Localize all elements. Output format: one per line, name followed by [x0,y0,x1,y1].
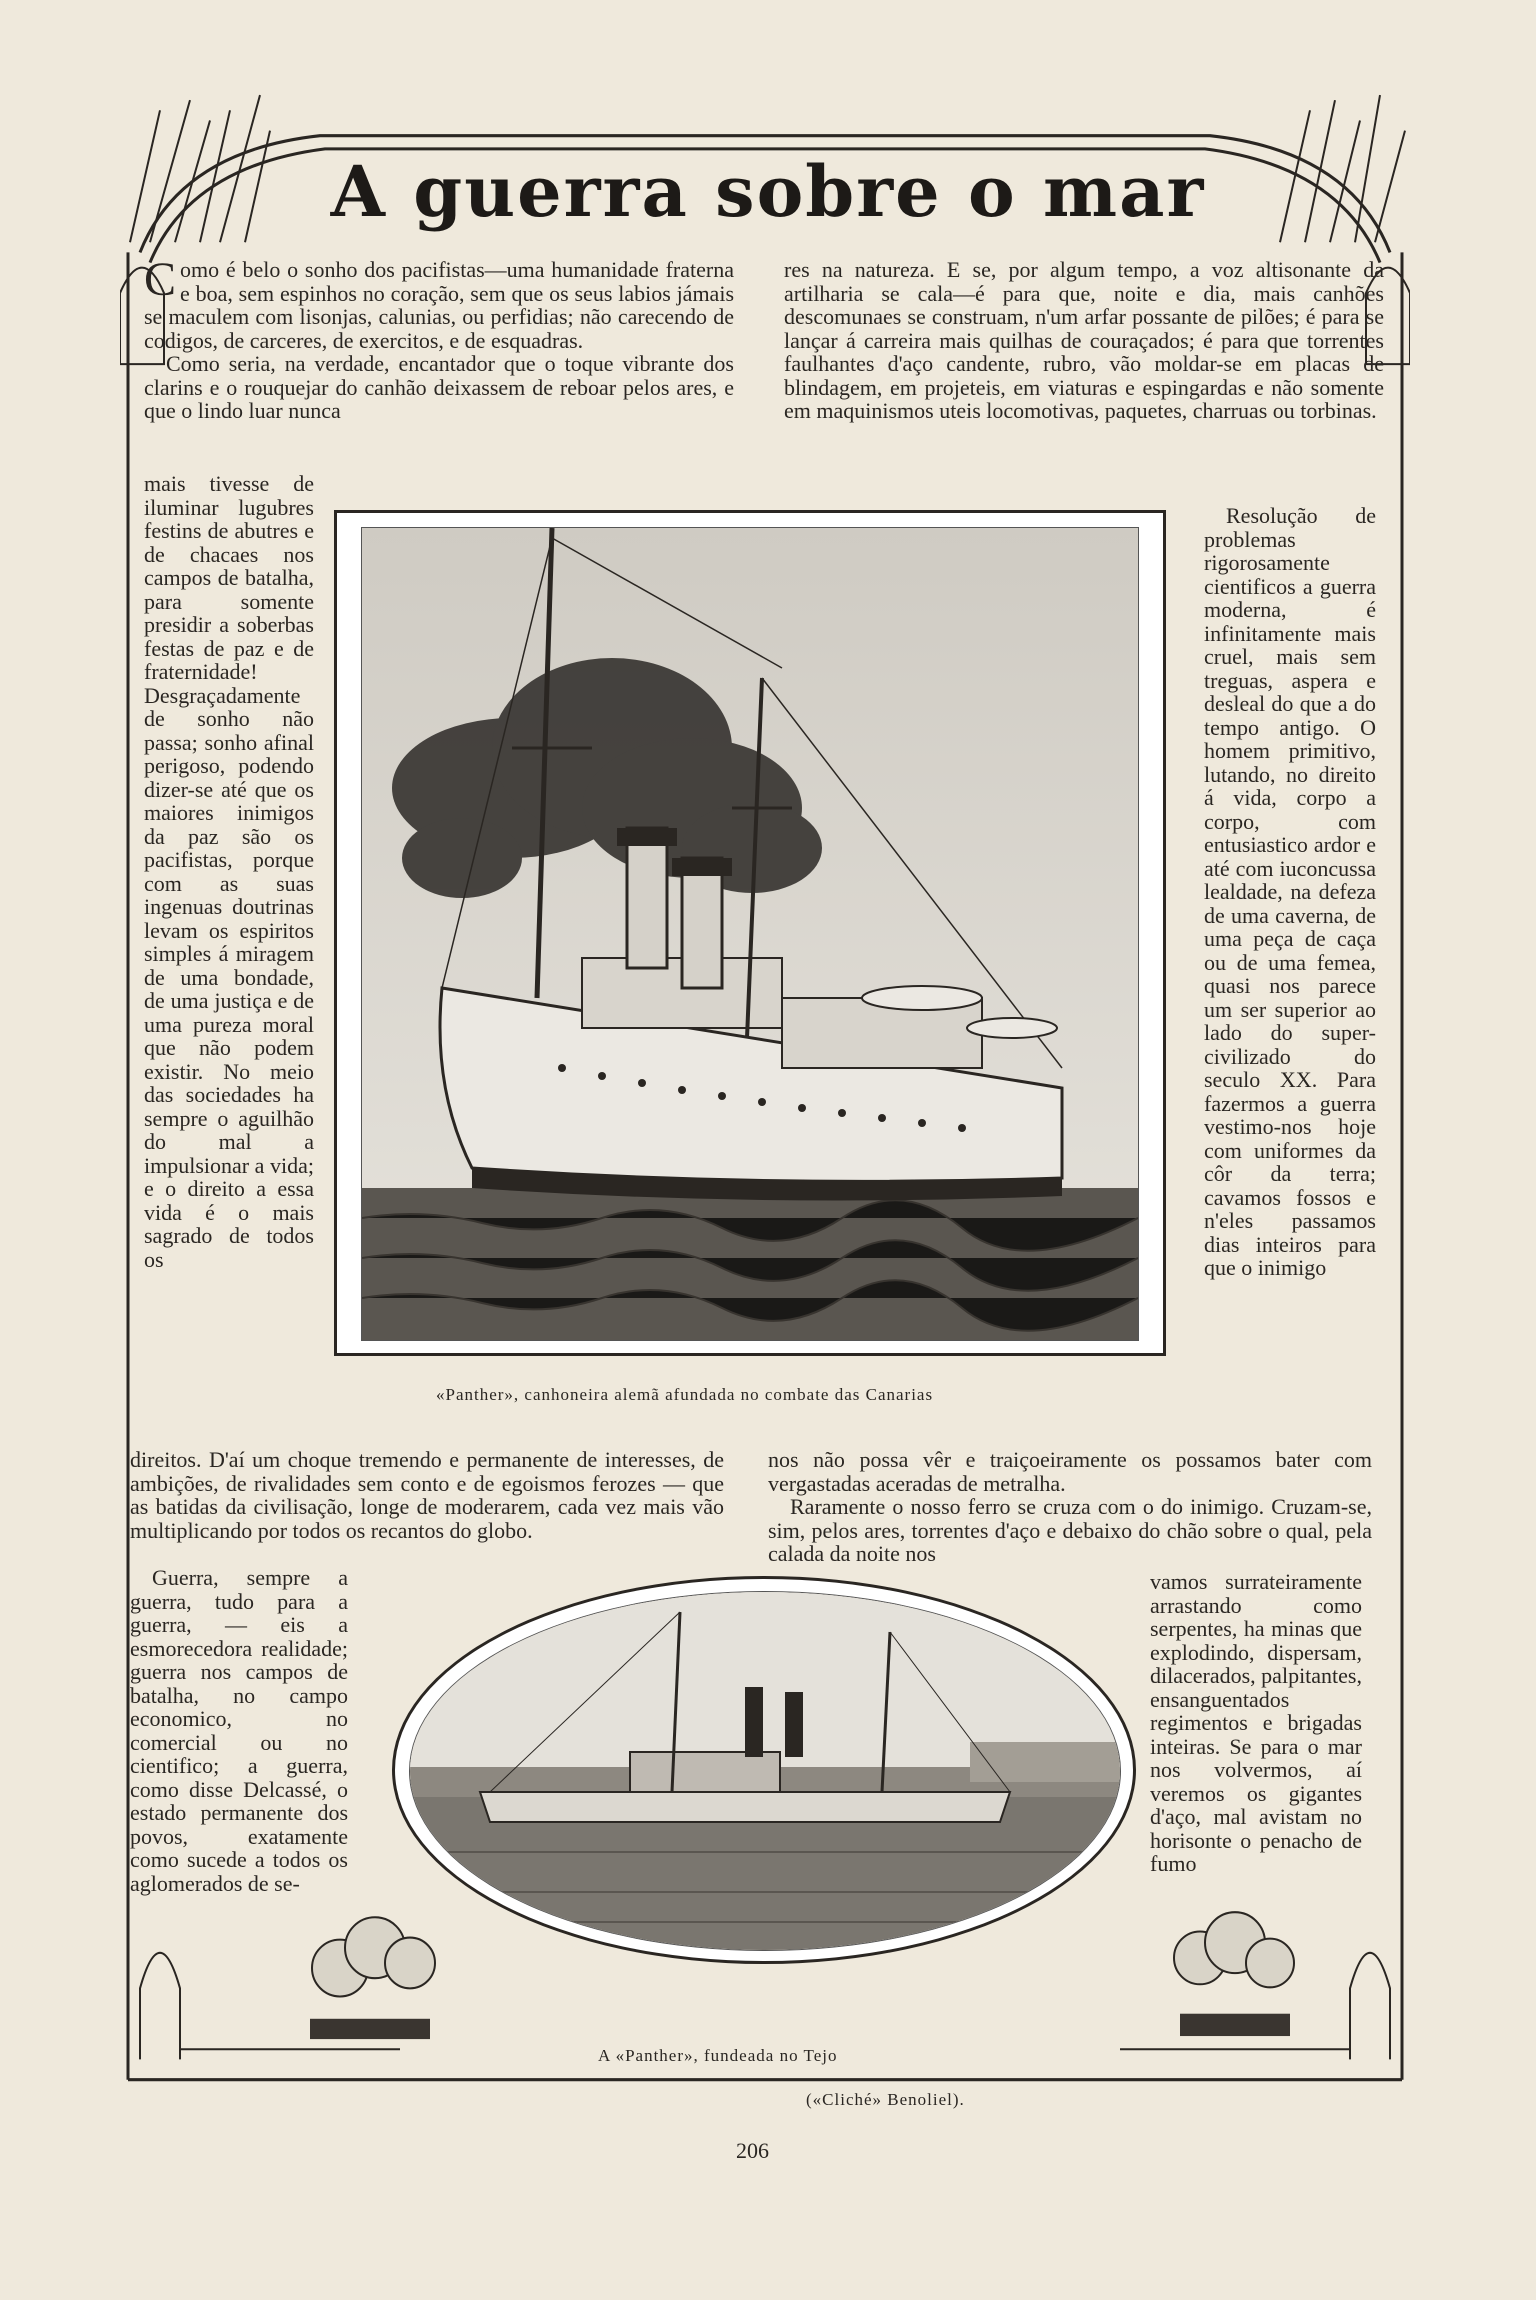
paragraph-mid-right: nos não possa vêr e traiçoeiramente os possamos bater com vergastadas aceradas de metralha. [768,1447,1372,1496]
photo-credit: («Cliché» Benoliel). [806,2090,965,2109]
column-mid-right [768,1448,1372,1566]
drop-cap: C [144,253,177,306]
column-bottom-left [130,1566,348,1895]
paragraph-bottom-right: vamos surrateiramente arrastando como serpentes, ha minas que explodindo, dispersam, dilacerados, palpitantes, ensanguentados regimentos e brigadas inteiras. Se para o mar nos volvermos, aí veremos os gigantes d'aço, mal avistam no horisonte o penacho de fumo [1150,1569,1362,1876]
column-bottom-right [1150,1570,1362,1876]
ship-photo [410,1592,1120,1950]
caption-illustration: «Panther», canhoneira alemã afundada no combate das Canarias [436,1385,934,1404]
paragraph-right-top: res na natureza. E se, por algum tempo, a voz altisonante da artilharia se cala—é para que, noite e dia, mais canhões descomunaes se construam, n'um arfar possante de pilões; é para se lançar á carreira mais quilhas de couraçados; é para que torrentes faulhantes d'aço candente, rubro, vão moldar-se em placas de blindagem, em projeteis, em viaturas e espingardas e não somente em maquinismos uteis locomotivas, paquetes, charruas ou torbinas. [784,257,1384,423]
ship-illustration [362,528,1138,1340]
paragraph-narrow-left: mais tivesse de iluminar lugubres festins de abutres e de chacaes nos campos de batalha, para somente presidir a soberbas festas de paz e de fraternidade! Desgraçadamente de sonho não passa; sonho afinal perigoso, podendo dizer-se até que os maiores inimigos da paz são os pacifistas, porque com as suas ingenuas doutrinas levam os espiritos simples á miragem de uma bondade, de uma justiça e de uma pureza moral que não podem existir. No meio das sociedades ha sempre o aguilhão do mal a impulsionar a vida; e o direito a essa vida é o mais sagrado de todos os [144,471,314,1272]
column-narrow-right [1204,504,1376,1280]
column-narrow-left [144,472,314,1271]
paragraph-bottom-left: Guerra, sempre a guerra, tudo para a guerra, — eis a esmorecedora realidade; guerra nos campos de batalha, no campo economico, no comercial ou no cientifico; a guerra, como disse Delcassé, o estado permanente dos povos, exatamente como sucede a todos os aglomerados de se- [130,1565,348,1896]
column-left-top [144,253,734,423]
paragraph-1: omo é belo o sonho dos pacifistas—uma humanidade fraterna e boa, sem espinhos no coração, sem que os seus labios jámais se maculem com lisonjas, calunias, ou perfidias; não carecendo de codigos, de carceres, de exercitos, e de esquadras. [144,257,734,353]
illustration-panther-gunboat [334,510,1166,1356]
photo-panther-tejo [392,1576,1136,1964]
paragraph-narrow-right: Resolução de problemas rigorosamente cientificos a guerra moderna, é infinitamente mais cruel, mais sem treguas, aspera e desleal do que a do tempo antigo. O homem primitivo, lutando, no direito á vida, corpo a corpo, com entusiastico ardor e até com iuconcussa lealdade, na defeza de uma caverna, de uma peça de caça ou de uma femea, quasi nos parece um ser superior ao lado do super-civilizado do seculo XX. Para fazermos a guerra vestimo-nos hoje com uniformes da côr da terra; cavamos fossos e n'eles passamos dias inteiros para que o inimigo [1204,503,1376,1280]
page-number: 206 [736,2138,769,2163]
page-title: A guerra sobre o mar [330,150,1206,233]
caption-photo: A «Panther», fundeada no Tejo [598,2046,838,2065]
paragraph-mid-right-2: Raramente o nosso ferro se cruza com o do inimigo. Cruzam-se, sim, pelos ares, torrentes d'aço e debaixo do chão sobre o qual, pela calada da noite nos [768,1494,1372,1566]
paragraph-2: Como seria, na verdade, encantador que o toque vibrante dos clarins e o rouquejar do canhão deixassem de reboar pelos ares, e que o lindo luar nunca [144,351,734,423]
column-right-top [784,258,1384,423]
paragraph-mid-left: direitos. D'aí um choque tremendo e permanente de interesses, de ambições, de rivalidades sem conto e de egoismos ferozes — que as batidas da civilisação, longe de moderarem, cada vez mais vão multiplicando por todos os recantos do globo. [130,1447,724,1543]
column-mid-left [130,1448,724,1542]
